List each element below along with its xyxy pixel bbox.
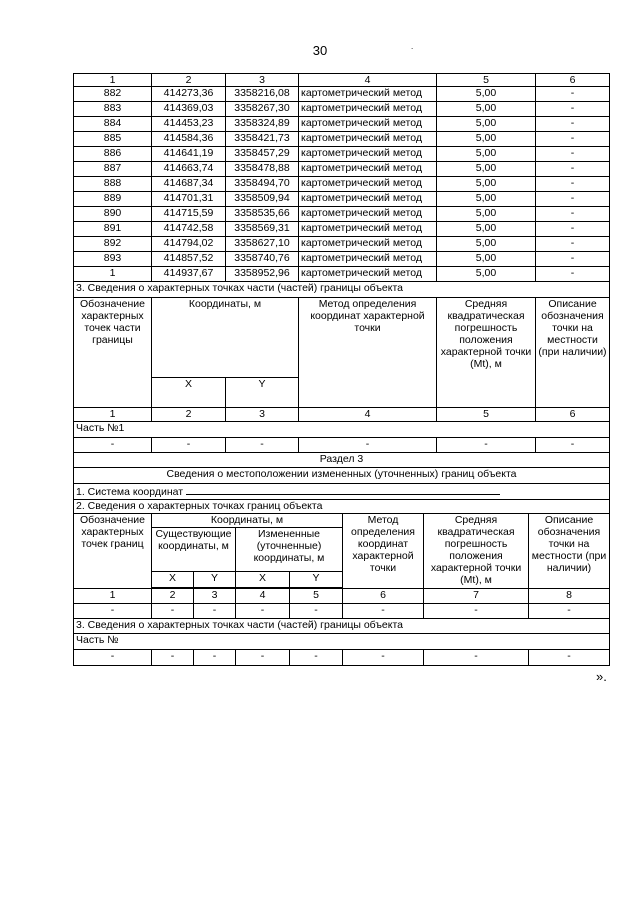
column-number: 4 bbox=[236, 589, 290, 604]
table-cell: - bbox=[536, 252, 610, 267]
table-cell: 414369,03 bbox=[152, 102, 226, 117]
table-cell: картометрический метод bbox=[299, 162, 437, 177]
table-row bbox=[74, 222, 610, 237]
table-cell: 414453,23 bbox=[152, 117, 226, 132]
column-number: 1 bbox=[74, 408, 152, 422]
table-cell: 5,00 bbox=[437, 162, 536, 177]
column-number: 4 bbox=[299, 74, 437, 87]
section3-parts-table bbox=[73, 618, 610, 666]
table-row bbox=[74, 87, 610, 102]
table-row bbox=[74, 147, 610, 162]
header-y2: Y bbox=[290, 572, 343, 588]
table-row bbox=[74, 177, 610, 192]
table-cell: 5,00 bbox=[437, 192, 536, 207]
table-cell: картометрический метод bbox=[299, 132, 437, 147]
part-label: Часть №1 bbox=[74, 422, 610, 438]
column-number: 1 bbox=[74, 74, 152, 87]
table-cell: 414663,74 bbox=[152, 162, 226, 177]
header-changed: Измененные (уточненные) координаты, м bbox=[236, 528, 343, 572]
header-x2: X bbox=[236, 572, 290, 588]
table-cell: - bbox=[536, 117, 610, 132]
empty-cell: - bbox=[299, 438, 437, 453]
table-row bbox=[74, 162, 610, 177]
table-row bbox=[74, 207, 610, 222]
column-number: 3 bbox=[226, 74, 299, 87]
speck: . bbox=[411, 42, 414, 51]
table-row bbox=[74, 132, 610, 147]
table-cell: 3358421,73 bbox=[226, 132, 299, 147]
table-cell: 882 bbox=[74, 87, 152, 102]
empty-cell: - bbox=[152, 438, 226, 453]
table-cell: 3358627,10 bbox=[226, 237, 299, 252]
table-cell: 892 bbox=[74, 237, 152, 252]
table-cell: 5,00 bbox=[437, 177, 536, 192]
empty-cell: - bbox=[424, 604, 529, 619]
column-number: 6 bbox=[343, 589, 424, 604]
table-cell: 5,00 bbox=[437, 222, 536, 237]
table-cell: 414715,59 bbox=[152, 207, 226, 222]
parts-title: 3. Сведения о характерных точках части (частей) границы объекта bbox=[74, 619, 610, 634]
header-method: Метод определения координат характерной точки bbox=[343, 514, 424, 589]
table-row bbox=[74, 252, 610, 267]
table-cell: - bbox=[536, 267, 610, 282]
table-cell: 884 bbox=[74, 117, 152, 132]
empty-cell: - bbox=[226, 438, 299, 453]
table-cell: 3358740,76 bbox=[226, 252, 299, 267]
empty-cell: - bbox=[236, 650, 290, 666]
table-row bbox=[74, 237, 610, 252]
table-cell: 414701,31 bbox=[152, 192, 226, 207]
empty-cell: - bbox=[536, 438, 610, 453]
coord-system-blank bbox=[186, 484, 500, 495]
table-cell: 3358324,89 bbox=[226, 117, 299, 132]
table-cell: 414937,67 bbox=[152, 267, 226, 282]
table-cell: картометрический метод bbox=[299, 192, 437, 207]
table-cell: 414742,58 bbox=[152, 222, 226, 237]
coord-system-label: 1. Система координат bbox=[76, 486, 184, 498]
table-row bbox=[74, 102, 610, 117]
table-cell: 889 bbox=[74, 192, 152, 207]
column-number: 6 bbox=[536, 408, 610, 422]
table-cell: 3358267,30 bbox=[226, 102, 299, 117]
table-cell: 414584,36 bbox=[152, 132, 226, 147]
table-cell: картометрический метод bbox=[299, 87, 437, 102]
table-cell: 3358952,96 bbox=[226, 267, 299, 282]
section-heading: Раздел 3 bbox=[74, 453, 610, 468]
table-cell: 5,00 bbox=[437, 117, 536, 132]
table-row bbox=[74, 192, 610, 207]
table-cell: картометрический метод bbox=[299, 267, 437, 282]
table-cell: 3358494,70 bbox=[226, 177, 299, 192]
table-cell: - bbox=[536, 162, 610, 177]
table-cell: 891 bbox=[74, 222, 152, 237]
section-title: 3. Сведения о характерных точках части (частей) границы объекта bbox=[74, 282, 610, 298]
empty-cell: - bbox=[152, 604, 194, 619]
table-cell: 5,00 bbox=[437, 237, 536, 252]
table-cell: 5,00 bbox=[437, 147, 536, 162]
points-table bbox=[73, 73, 610, 514]
column-number: 5 bbox=[290, 589, 343, 604]
column-number: 5 bbox=[437, 74, 536, 87]
table-cell: 5,00 bbox=[437, 207, 536, 222]
table-cell: картометрический метод bbox=[299, 147, 437, 162]
empty-cell: - bbox=[236, 604, 290, 619]
table-cell: - bbox=[536, 237, 610, 252]
table-cell: - bbox=[536, 87, 610, 102]
empty-cell: - bbox=[529, 650, 610, 666]
empty-cell: - bbox=[343, 604, 424, 619]
table-cell: картометрический метод bbox=[299, 207, 437, 222]
table-cell: картометрический метод bbox=[299, 222, 437, 237]
table-cell: картометрический метод bbox=[299, 102, 437, 117]
table-cell: 888 bbox=[74, 177, 152, 192]
header-coords: Координаты, м bbox=[152, 298, 299, 378]
section3-points-table bbox=[73, 513, 610, 619]
table-cell: 5,00 bbox=[437, 267, 536, 282]
table-cell: 893 bbox=[74, 252, 152, 267]
table-cell: 5,00 bbox=[437, 132, 536, 147]
table-cell: 5,00 bbox=[437, 252, 536, 267]
column-number: 8 bbox=[529, 589, 610, 604]
header-point: Обозначение характерных точек границ bbox=[74, 514, 152, 589]
empty-cell: - bbox=[343, 650, 424, 666]
table-cell: картометрический метод bbox=[299, 237, 437, 252]
page-number: 30 bbox=[312, 43, 328, 58]
table-cell: 890 bbox=[74, 207, 152, 222]
coord-system-row bbox=[74, 484, 610, 500]
table-cell: картометрический метод bbox=[299, 252, 437, 267]
table-cell: 887 bbox=[74, 162, 152, 177]
table-row bbox=[74, 267, 610, 282]
header-y: Y bbox=[226, 378, 299, 408]
empty-cell: - bbox=[424, 650, 529, 666]
table-row bbox=[74, 117, 610, 132]
column-number: 7 bbox=[424, 589, 529, 604]
table-cell: 5,00 bbox=[437, 102, 536, 117]
column-number: 3 bbox=[194, 589, 236, 604]
column-number: 4 bbox=[299, 408, 437, 422]
table-cell: - bbox=[536, 132, 610, 147]
closing-quote: ». bbox=[596, 669, 607, 684]
table-cell: 886 bbox=[74, 147, 152, 162]
table-cell: картометрический метод bbox=[299, 117, 437, 132]
table-cell: 883 bbox=[74, 102, 152, 117]
table-cell: - bbox=[536, 207, 610, 222]
table-cell: 414794,02 bbox=[152, 237, 226, 252]
table-cell: 3358216,08 bbox=[226, 87, 299, 102]
column-number: 2 bbox=[152, 408, 226, 422]
empty-cell: - bbox=[529, 604, 610, 619]
header-error: Средняя квадратическая погрешность положения характерной точки (Mt), м bbox=[437, 298, 536, 408]
column-number: 2 bbox=[152, 589, 194, 604]
header-y1: Y bbox=[194, 572, 236, 588]
table-cell: 885 bbox=[74, 132, 152, 147]
table-cell: - bbox=[536, 222, 610, 237]
empty-cell: - bbox=[194, 604, 236, 619]
table-cell: 414687,34 bbox=[152, 177, 226, 192]
table-cell: - bbox=[536, 192, 610, 207]
empty-cell: - bbox=[290, 650, 343, 666]
table-cell: картометрический метод bbox=[299, 177, 437, 192]
table-cell: 3358569,31 bbox=[226, 222, 299, 237]
table-cell: 414857,52 bbox=[152, 252, 226, 267]
header-error: Средняя квадратическая погрешность положения характерной точки (Mt), м bbox=[424, 514, 529, 589]
table-cell: 414641,19 bbox=[152, 147, 226, 162]
table-cell: 3358509,94 bbox=[226, 192, 299, 207]
column-number: 5 bbox=[437, 408, 536, 422]
empty-cell: - bbox=[194, 650, 236, 666]
table-cell: 1 bbox=[74, 267, 152, 282]
table-cell: - bbox=[536, 177, 610, 192]
header-existing: Существующие координаты, м bbox=[152, 528, 236, 572]
empty-cell: - bbox=[290, 604, 343, 619]
column-numbers-row bbox=[74, 74, 610, 87]
column-number: 1 bbox=[74, 589, 152, 604]
empty-cell: - bbox=[74, 650, 152, 666]
header-x1: X bbox=[152, 572, 194, 588]
empty-cell: - bbox=[74, 438, 152, 453]
empty-cell: - bbox=[74, 604, 152, 619]
part-label: Часть № bbox=[74, 634, 610, 650]
header-coords: Координаты, м bbox=[152, 514, 343, 528]
points-title: 2. Сведения о характерных точках границ объекта bbox=[74, 500, 610, 514]
table-cell: - bbox=[536, 147, 610, 162]
table-cell: - bbox=[536, 102, 610, 117]
header-method: Метод определения координат характерной точки bbox=[299, 298, 437, 408]
section-subtitle: Сведения о местоположении измененных (уточненных) границ объекта bbox=[74, 468, 610, 484]
column-number: 3 bbox=[226, 408, 299, 422]
column-number: 2 bbox=[152, 74, 226, 87]
table-cell: 3358535,66 bbox=[226, 207, 299, 222]
table-cell: 3358478,88 bbox=[226, 162, 299, 177]
empty-cell: - bbox=[437, 438, 536, 453]
table-cell: 5,00 bbox=[437, 87, 536, 102]
column-number: 6 bbox=[536, 74, 610, 87]
header-x: X bbox=[152, 378, 226, 408]
table-cell: 3358457,29 bbox=[226, 147, 299, 162]
header-desc: Описание обозначения точки на местности (при наличии) bbox=[536, 298, 610, 408]
table-cell: 414273,36 bbox=[152, 87, 226, 102]
empty-cell: - bbox=[152, 650, 194, 666]
header-desc: Описание обозначения точки на местности (при наличии) bbox=[529, 514, 610, 589]
header-point: Обозначение характерных точек части границы bbox=[74, 298, 152, 408]
